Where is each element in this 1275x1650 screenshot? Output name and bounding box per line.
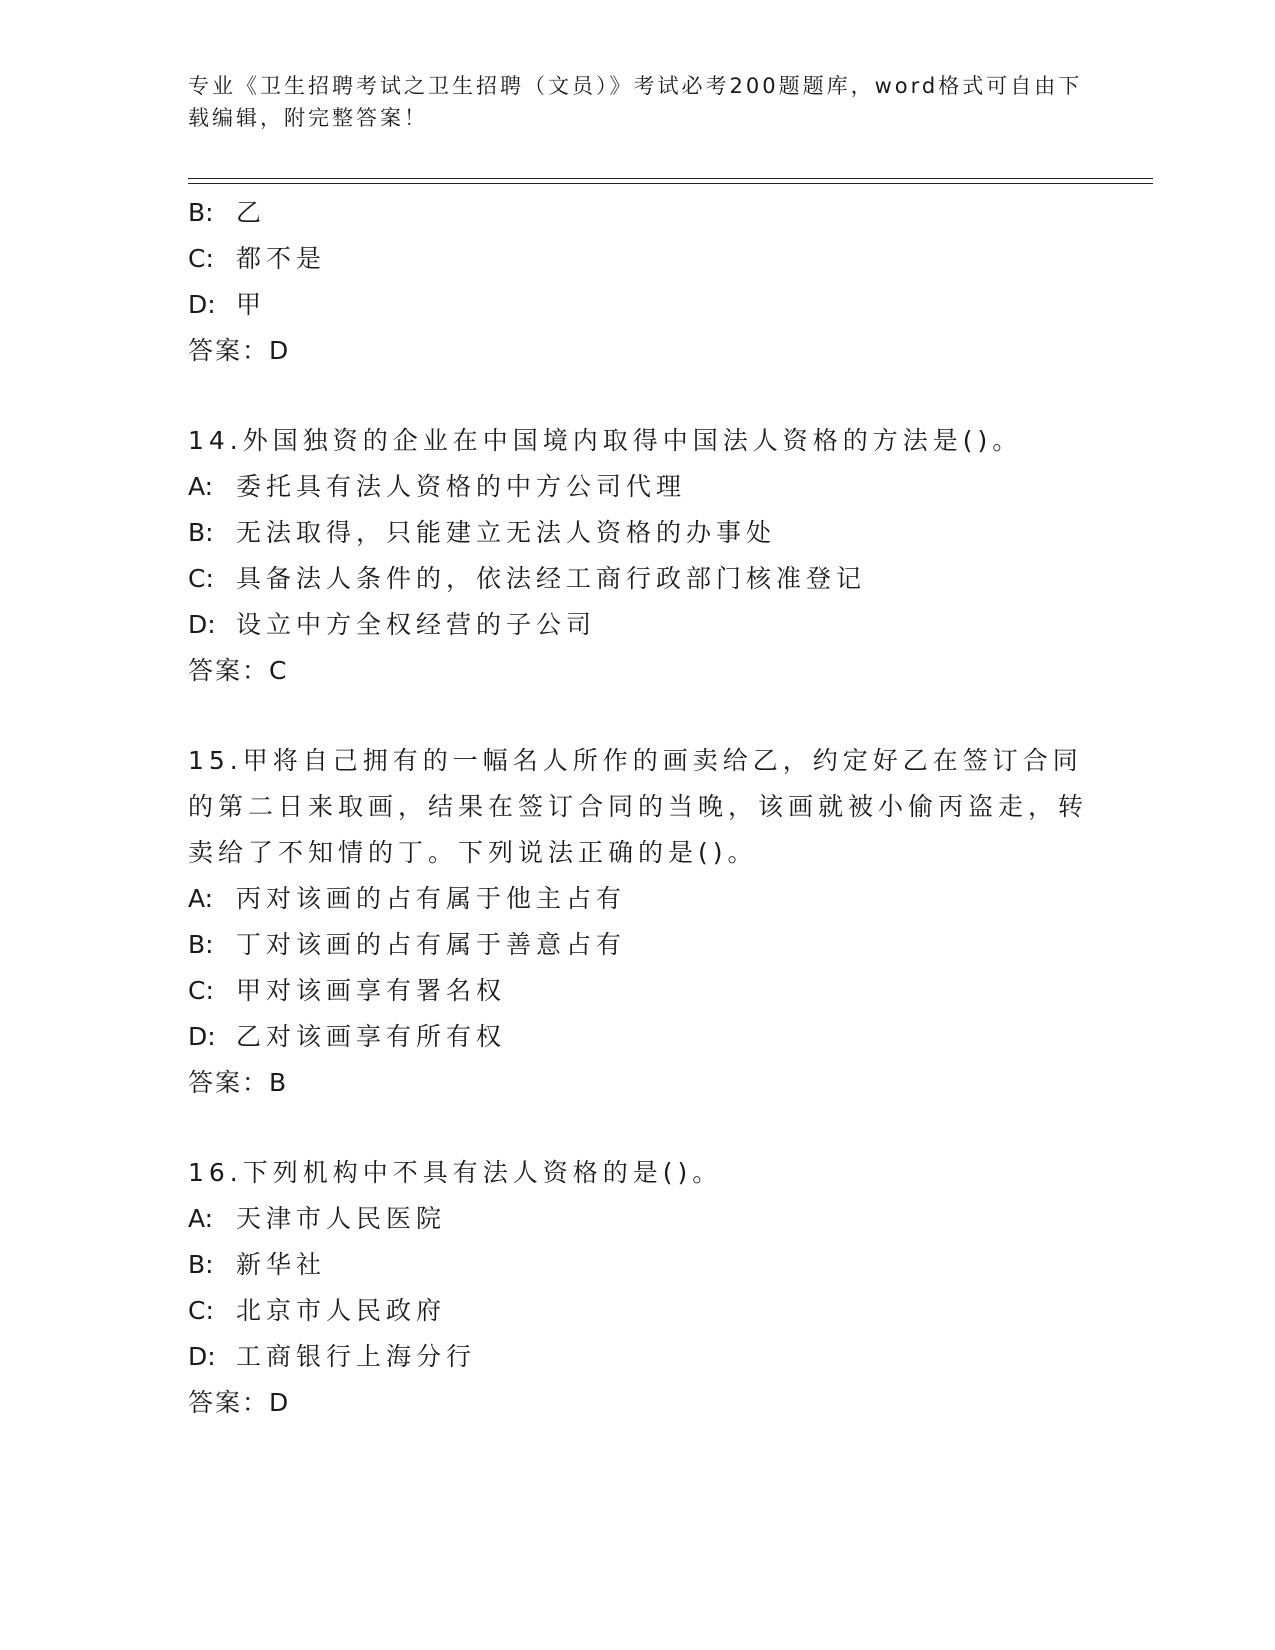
question-stem: 14.外国独资的企业在中国境内取得中国法人资格的方法是()。 — [188, 426, 1023, 455]
question-15 — [188, 738, 1088, 1106]
option-c: C: 甲对该画享有署名权 — [188, 976, 507, 1005]
option-a: A: 天津市人民医院 — [188, 1204, 447, 1233]
option-a: A: 委托具有法人资格的中方公司代理 — [188, 472, 687, 501]
option-b: B: 丁对该画的占有属于善意占有 — [188, 930, 627, 959]
option-c: C: 都不是 — [188, 244, 327, 273]
answer-line: 答案：D — [188, 336, 291, 365]
option-d: D: 乙对该画享有所有权 — [188, 1022, 507, 1051]
document-body — [188, 190, 1088, 1426]
question-16 — [188, 1150, 1088, 1426]
answer-line: 答案：D — [188, 1388, 291, 1417]
option-b: B: 乙 — [188, 198, 267, 227]
question-13-continued — [188, 190, 1088, 374]
document-header: 专业《卫生招聘考试之卫生招聘（文员）》考试必考200题题库，word格式可自由下载编辑，附完整答案！ — [188, 74, 1083, 130]
question-stem: 16.下列机构中不具有法人资格的是()。 — [188, 1158, 723, 1187]
question-14 — [188, 418, 1088, 694]
answer-line: 答案：B — [188, 1068, 289, 1097]
question-stem: 15.甲将自己拥有的一幅名人所作的画卖给乙，约定好乙在签订合同的第二日来取画，结果在签订合同的当晚，该画就被小偷丙盗走，转卖给了不知情的丁。下列说法正确的是()。 — [188, 746, 1089, 867]
header-divider-top — [188, 178, 1153, 179]
header-divider-bottom — [188, 183, 1153, 184]
option-b: B: 新华社 — [188, 1250, 327, 1279]
option-a: A: 丙对该画的占有属于他主占有 — [188, 884, 627, 913]
option-c: C: 北京市人民政府 — [188, 1296, 447, 1325]
answer-line: 答案：C — [188, 656, 289, 685]
option-d: D: 设立中方全权经营的子公司 — [188, 610, 597, 639]
option-d: D: 工商银行上海分行 — [188, 1342, 477, 1371]
option-b: B: 无法取得，只能建立无法人资格的办事处 — [188, 518, 777, 547]
option-c: C: 具备法人条件的，依法经工商行政部门核准登记 — [188, 564, 867, 593]
option-d: D: 甲 — [188, 290, 267, 319]
